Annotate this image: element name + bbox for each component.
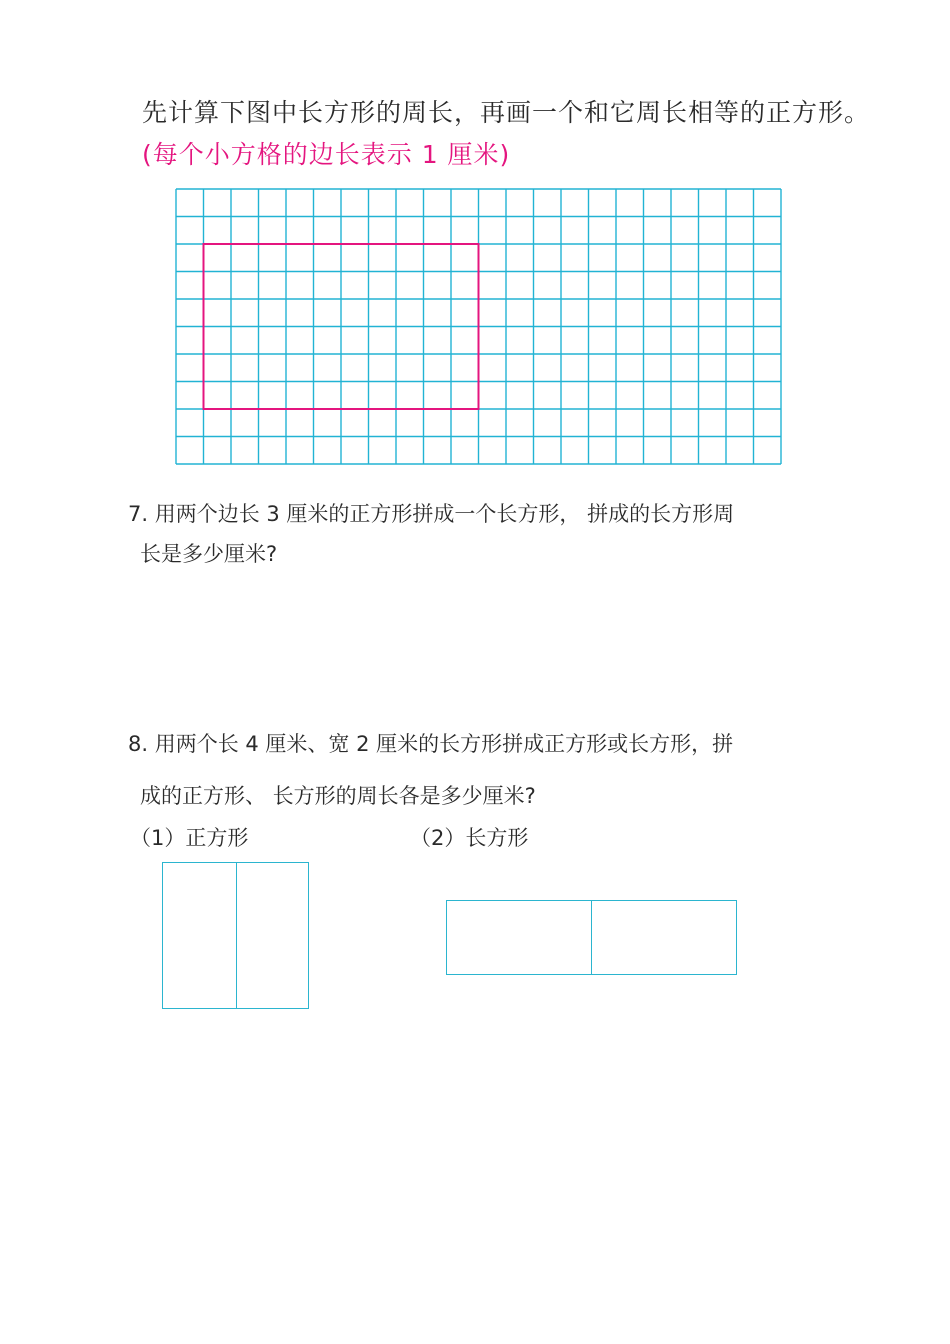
question-8-line-1: 8. 用两个长 4 厘米、宽 2 厘米的长方形拼成正方形或长方形，拼 — [128, 732, 734, 756]
intro-text: 先计算下图中长方形的周长，再画一个和它周长相等的正方形。 — [142, 98, 871, 127]
grid-figure — [170, 183, 790, 473]
question-8 — [128, 718, 848, 822]
question-7-line-1: 7. 用两个边长 3 厘米的正方形拼成一个长方形， 拼成的长方形周 — [128, 502, 735, 526]
square-figure — [162, 862, 309, 1009]
rectangle-divider — [591, 901, 592, 974]
question-8-line-2: 成的正方形、 长方形的周长各是多少厘米? — [140, 784, 536, 808]
square-divider — [236, 863, 237, 1008]
rectangle-figure — [446, 900, 737, 975]
intro-note: (每个小方格的边长表示 1 厘米) — [142, 140, 511, 169]
part-2-label: （2）长方形 — [410, 826, 529, 850]
question-7-line-2: 长是多少厘米? — [140, 542, 278, 566]
intro-paragraph — [142, 92, 882, 176]
question-7 — [128, 494, 848, 574]
part-1-label: （1）正方形 — [130, 826, 249, 850]
